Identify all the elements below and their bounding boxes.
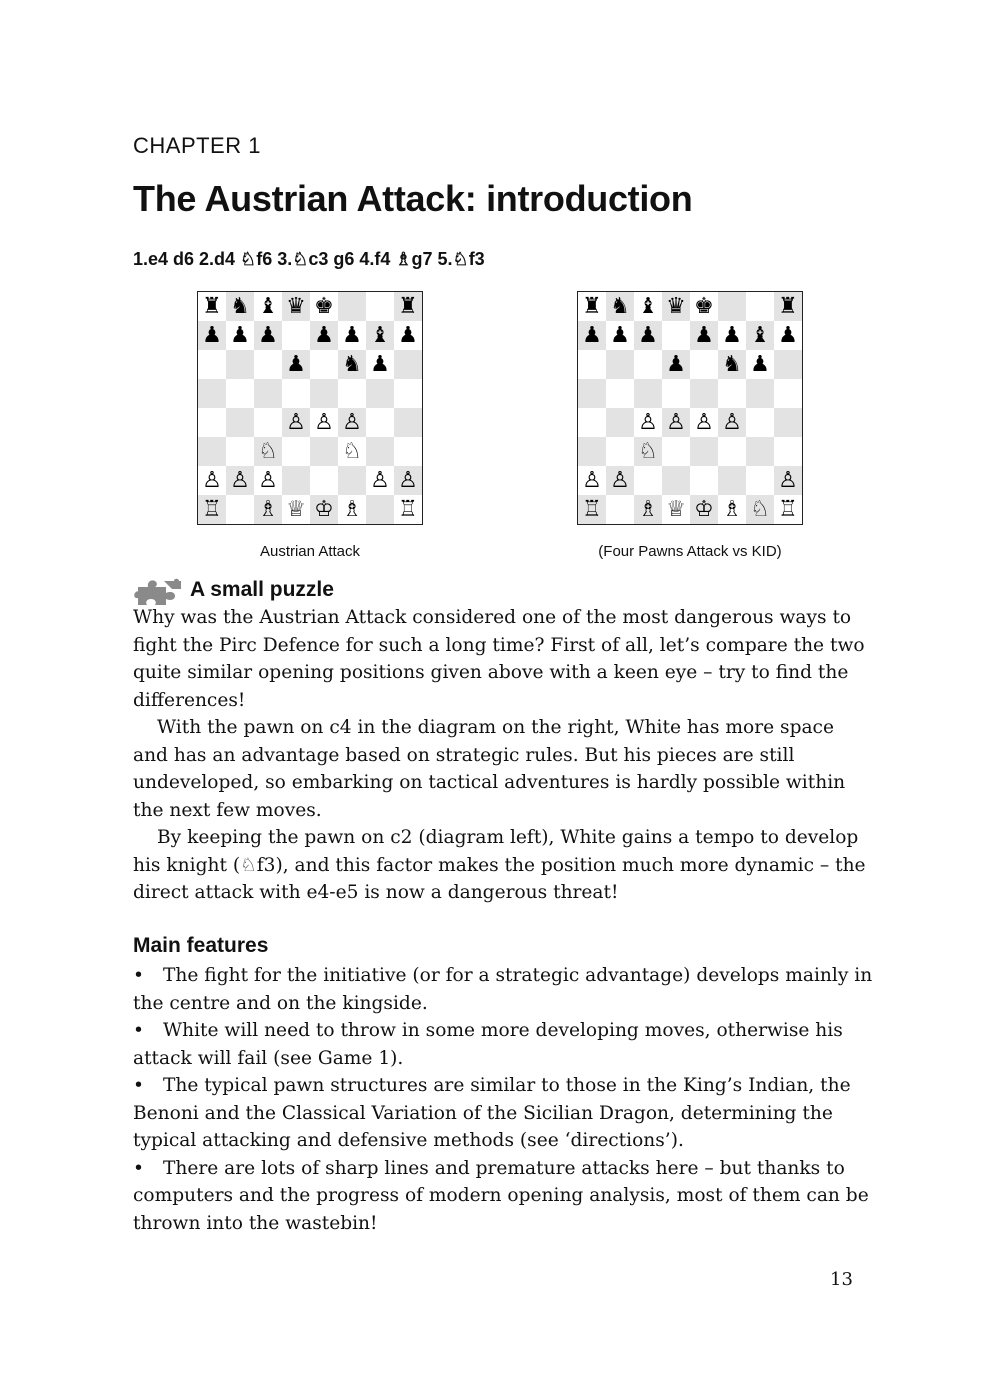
board-square: [634, 495, 662, 524]
chess-piece-icon: ♘: [638, 438, 658, 464]
chess-piece-icon: ♞: [230, 293, 250, 319]
bullet-icon: •: [133, 1157, 144, 1179]
chess-piece-icon: ♕: [286, 496, 306, 522]
board-square: [662, 408, 690, 437]
board-square: [338, 292, 366, 321]
board-square: [718, 495, 746, 524]
feature-item: [133, 962, 873, 1017]
board-square: [254, 350, 282, 379]
board-square: [746, 495, 774, 524]
board-square: [774, 292, 802, 321]
bullet-icon: •: [133, 1075, 144, 1096]
board-square: [690, 495, 718, 524]
board-square: [746, 408, 774, 437]
chess-piece-icon: ♟: [286, 351, 306, 377]
board-square: [198, 292, 226, 321]
chess-piece-icon: ♙: [370, 467, 390, 493]
chess-piece-icon: ♟: [722, 322, 742, 348]
board-square: [774, 321, 802, 350]
chess-piece-icon: ♙: [258, 467, 278, 493]
board-square: [310, 495, 338, 524]
chess-piece-icon: ♟: [370, 351, 390, 377]
board-square: [254, 466, 282, 495]
chess-piece-icon: ♙: [666, 409, 686, 435]
chess-piece-icon: ♔: [314, 496, 334, 522]
board-square: [394, 437, 422, 466]
board-square: [578, 466, 606, 495]
feature-text: The fight for the initiative (or for a strategic advantage) develops mainly in the centre and on the kingside.: [133, 965, 873, 1014]
board-square: [774, 350, 802, 379]
chess-piece-icon: ♟: [750, 351, 770, 377]
board-square: [310, 466, 338, 495]
puzzle-paragraph-1: Why was the Austrian Attack considered one of the most dangerous ways to fight the Pirc Defence for such a long time? First of all, let’s compare the two quite similar opening positions given above with a keen eye – try to find the differences!: [133, 607, 865, 711]
board-square: [282, 350, 310, 379]
board-square: [394, 350, 422, 379]
board-square: [634, 379, 662, 408]
board-square: [746, 437, 774, 466]
feature-item: [133, 1072, 873, 1155]
chess-piece-icon: ♜: [202, 293, 222, 319]
chess-piece-icon: ♕: [666, 496, 686, 522]
board-square: [690, 437, 718, 466]
puzzle-piece-icon: [134, 577, 182, 607]
board-square: [606, 437, 634, 466]
board-square: [226, 437, 254, 466]
board-square: [310, 350, 338, 379]
board-square: [578, 408, 606, 437]
board-square: [718, 350, 746, 379]
board-square: [634, 321, 662, 350]
board-square: [606, 495, 634, 524]
chess-piece-icon: ♙: [314, 409, 334, 435]
board-square: [338, 350, 366, 379]
chess-piece-icon: ♔: [694, 496, 714, 522]
chess-piece-icon: ♞: [610, 293, 630, 319]
board-square: [338, 379, 366, 408]
board-square: [774, 379, 802, 408]
chess-piece-icon: ♟: [694, 322, 714, 348]
chess-piece-icon: ♙: [230, 467, 250, 493]
board-square: [282, 437, 310, 466]
chess-piece-icon: ♝: [638, 293, 658, 319]
chess-piece-icon: ♟: [314, 322, 334, 348]
chess-piece-icon: ♙: [202, 467, 222, 493]
board-square: [634, 350, 662, 379]
chess-piece-icon: ♞: [722, 351, 742, 377]
board-square: [690, 292, 718, 321]
board-square: [366, 292, 394, 321]
board-square: [198, 379, 226, 408]
chess-piece-icon: ♙: [398, 467, 418, 493]
board-square: [254, 495, 282, 524]
board-square: [310, 379, 338, 408]
board-square: [578, 495, 606, 524]
board-square: [634, 292, 662, 321]
chess-piece-icon: ♝: [258, 293, 278, 319]
board-square: [226, 321, 254, 350]
board-square: [634, 437, 662, 466]
board-square: [718, 408, 746, 437]
bullet-icon: •: [133, 965, 144, 986]
board-square: [338, 495, 366, 524]
feature-item: [133, 1017, 873, 1072]
board-square: [366, 350, 394, 379]
chess-piece-icon: ♙: [694, 409, 714, 435]
board-square: [394, 408, 422, 437]
chess-piece-icon: ♖: [202, 496, 222, 522]
board-square: [310, 408, 338, 437]
board-square: [690, 408, 718, 437]
board-square: [578, 379, 606, 408]
chess-piece-icon: ♜: [582, 293, 602, 319]
board-square: [338, 321, 366, 350]
board-square: [578, 437, 606, 466]
chess-piece-icon: ♟: [638, 322, 658, 348]
board-square: [662, 466, 690, 495]
board-square: [254, 437, 282, 466]
features-heading: Main features: [133, 934, 269, 957]
board-square: [254, 379, 282, 408]
board-square: [662, 321, 690, 350]
board-square: [394, 466, 422, 495]
chess-diagram-left: [197, 291, 423, 525]
board-square: [634, 408, 662, 437]
board-square: [774, 495, 802, 524]
chapter-label: CHAPTER 1: [133, 133, 261, 158]
chess-piece-icon: ♚: [314, 293, 334, 319]
board-square: [606, 292, 634, 321]
board-square: [282, 321, 310, 350]
board-square: [226, 350, 254, 379]
chess-piece-icon: ♝: [370, 322, 390, 348]
board-square: [310, 437, 338, 466]
board-square: [366, 379, 394, 408]
board-square: [718, 321, 746, 350]
board-square: [254, 408, 282, 437]
board-square: [282, 495, 310, 524]
bullet-icon: •: [133, 1020, 144, 1041]
board-square: [774, 466, 802, 495]
board-square: [282, 466, 310, 495]
board-square: [690, 466, 718, 495]
chess-piece-icon: ♟: [778, 322, 798, 348]
chess-piece-icon: ♝: [750, 322, 770, 348]
chess-piece-icon: ♙: [722, 409, 742, 435]
chess-piece-icon: ♗: [342, 496, 362, 522]
board-square: [198, 350, 226, 379]
board-square: [394, 321, 422, 350]
chess-piece-icon: ♗: [722, 496, 742, 522]
board-square: [226, 292, 254, 321]
board-square: [254, 292, 282, 321]
chess-piece-icon: ♖: [582, 496, 602, 522]
chapter-title: The Austrian Attack: introduction: [133, 178, 693, 219]
chess-piece-icon: ♟: [666, 351, 686, 377]
puzzle-heading: A small puzzle: [190, 578, 334, 601]
puzzle-body: [133, 604, 873, 907]
chess-piece-icon: ♙: [778, 467, 798, 493]
board-square: [198, 495, 226, 524]
chess-piece-icon: ♞: [342, 351, 362, 377]
page-number: 13: [830, 1269, 853, 1290]
board-square: [690, 321, 718, 350]
board-square: [394, 495, 422, 524]
chess-piece-icon: ♖: [398, 496, 418, 522]
board-square: [198, 321, 226, 350]
board-square: [690, 379, 718, 408]
chess-piece-icon: ♗: [638, 496, 658, 522]
board-square: [662, 292, 690, 321]
feature-item: [133, 1155, 873, 1238]
chess-piece-icon: ♙: [610, 467, 630, 493]
board-square: [282, 379, 310, 408]
board-square: [662, 495, 690, 524]
chess-piece-icon: ♜: [778, 293, 798, 319]
chess-piece-icon: ♙: [286, 409, 306, 435]
feature-text: White will need to throw in some more developing moves, otherwise his attack will fail (see Game 1).: [133, 1020, 843, 1069]
chess-piece-icon: ♟: [230, 322, 250, 348]
chess-piece-icon: ♟: [258, 322, 278, 348]
chess-piece-icon: ♚: [694, 293, 714, 319]
chess-piece-icon: ♟: [398, 322, 418, 348]
feature-text: There are lots of sharp lines and premature attacks here – but thanks to computers and the progress of modern opening analysis, most of them can be thrown into the wastebin!: [133, 1157, 869, 1234]
board-square: [690, 350, 718, 379]
chess-piece-icon: ♟: [582, 322, 602, 348]
board-square: [774, 437, 802, 466]
board-square: [282, 292, 310, 321]
chess-piece-icon: ♟: [342, 322, 362, 348]
chess-piece-icon: ♟: [610, 322, 630, 348]
chess-piece-icon: ♙: [582, 467, 602, 493]
board-square: [606, 379, 634, 408]
board-square: [198, 408, 226, 437]
chess-piece-icon: ♘: [342, 438, 362, 464]
chess-piece-icon: ♛: [666, 293, 686, 319]
puzzle-paragraph-2: With the pawn on c4 in the diagram on the right, White has more space and has an advantage based on strategic rules. But his pieces are still undeveloped, so embarking on tactical adventures is hardly possible within the next few moves.: [133, 717, 846, 821]
board-square: [606, 466, 634, 495]
board-square: [578, 350, 606, 379]
diagram-caption-right: (Four Pawns Attack vs KID): [598, 543, 782, 560]
board-square: [366, 495, 394, 524]
board-square: [226, 379, 254, 408]
board-square: [746, 350, 774, 379]
chess-piece-icon: ♙: [342, 409, 362, 435]
board-square: [746, 321, 774, 350]
chess-piece-icon: ♜: [398, 293, 418, 319]
opening-moves: 1.e4 d6 2.d4 ♘f6 3.♘c3 g6 4.f4 ♗g7 5.♘f3: [133, 249, 485, 269]
board-square: [366, 408, 394, 437]
chess-piece-icon: ♖: [778, 496, 798, 522]
features-list: [133, 962, 873, 1237]
feature-text: The typical pawn structures are similar to those in the King’s Indian, the Benoni and the Classical Variation of the Sicilian Dragon, determining the typical attacking and defensive methods (see ‘directions’).: [133, 1075, 851, 1151]
board-square: [718, 292, 746, 321]
board-square: [718, 437, 746, 466]
board-square: [718, 379, 746, 408]
board-square: [606, 350, 634, 379]
board-square: [338, 437, 366, 466]
board-square: [198, 437, 226, 466]
board-square: [662, 379, 690, 408]
board-square: [578, 292, 606, 321]
chess-piece-icon: ♟: [202, 322, 222, 348]
board-square: [746, 292, 774, 321]
chess-piece-icon: ♘: [258, 438, 278, 464]
board-square: [310, 321, 338, 350]
chess-piece-icon: ♘: [750, 496, 770, 522]
board-square: [366, 321, 394, 350]
chess-diagram-right: [577, 291, 803, 525]
board-square: [282, 408, 310, 437]
puzzle-paragraph-3: By keeping the pawn on c2 (diagram left), White gains a tempo to develop his knight (♘f3), and this factor makes the position much more dynamic – the direct attack with e4-e5 is now a dangerous threat!: [133, 827, 866, 903]
board-square: [338, 466, 366, 495]
board-square: [578, 321, 606, 350]
board-square: [634, 466, 662, 495]
board-square: [254, 321, 282, 350]
board-square: [774, 408, 802, 437]
board-square: [718, 466, 746, 495]
board-square: [394, 292, 422, 321]
board-square: [746, 466, 774, 495]
chess-piece-icon: ♙: [638, 409, 658, 435]
board-square: [746, 379, 774, 408]
diagram-caption-left: Austrian Attack: [259, 543, 361, 560]
board-square: [662, 350, 690, 379]
chess-piece-icon: ♗: [258, 496, 278, 522]
board-square: [662, 437, 690, 466]
chess-piece-icon: ♛: [286, 293, 306, 319]
board-square: [366, 437, 394, 466]
board-square: [226, 495, 254, 524]
board-square: [606, 408, 634, 437]
board-square: [606, 321, 634, 350]
board-square: [226, 466, 254, 495]
board-square: [338, 408, 366, 437]
board-square: [366, 466, 394, 495]
board-square: [226, 408, 254, 437]
board-square: [198, 466, 226, 495]
board-square: [310, 292, 338, 321]
board-square: [394, 379, 422, 408]
